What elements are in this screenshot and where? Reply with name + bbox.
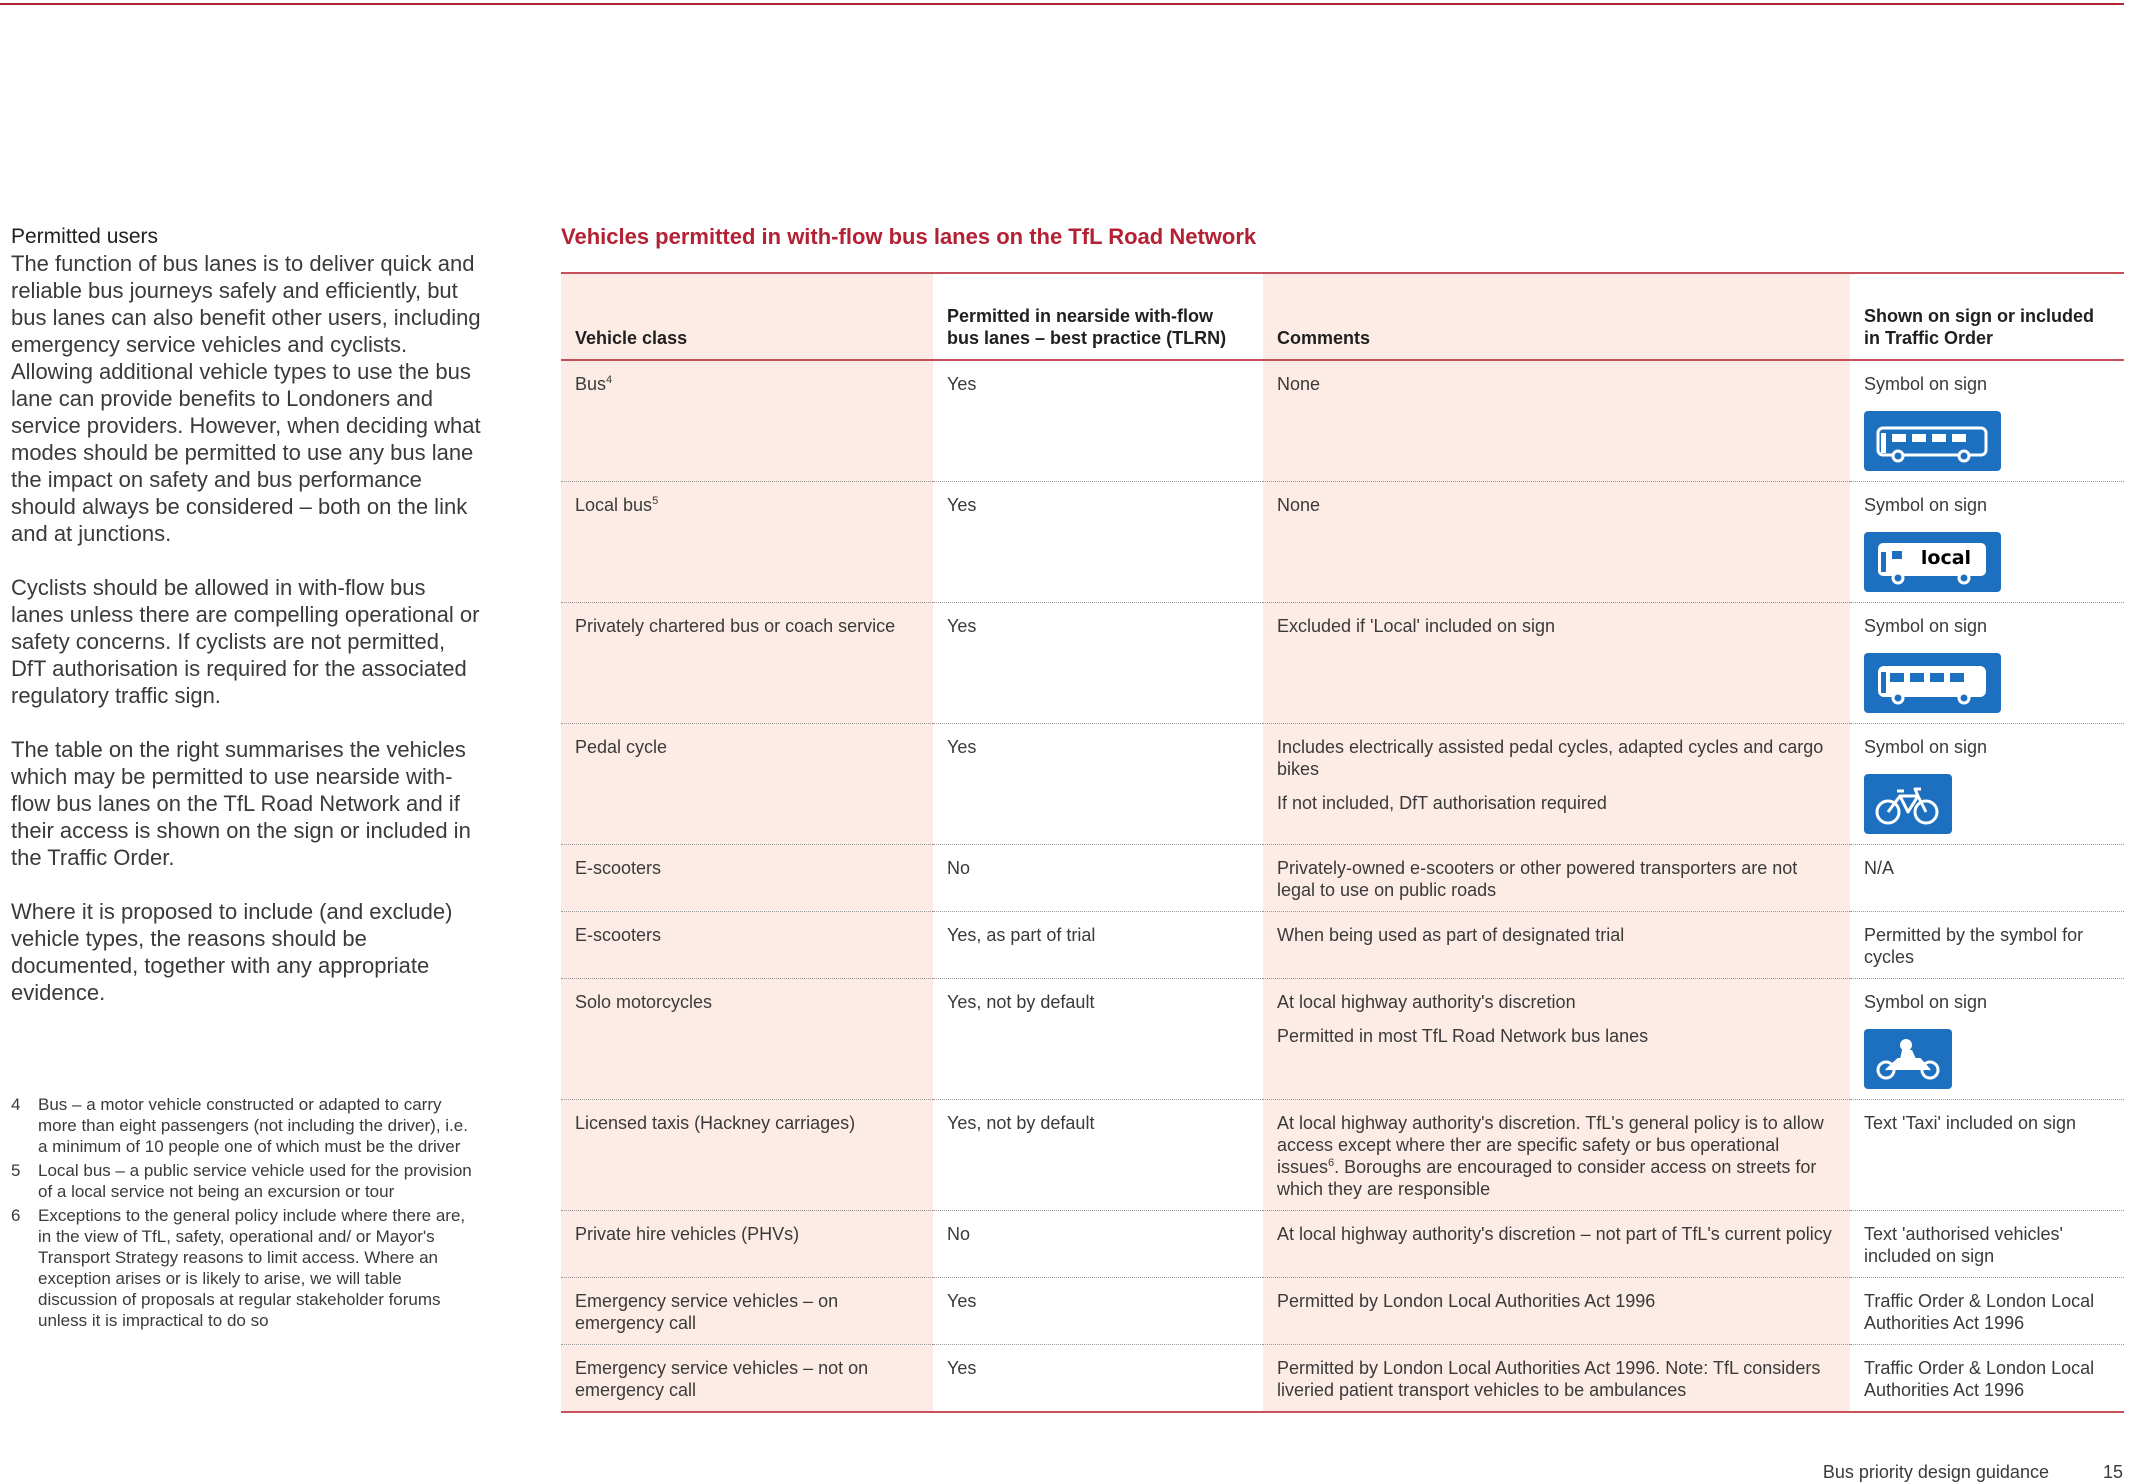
- cell-comment: Includes electrically assisted pedal cycles, adapted cycles and cargo bikes If not included, DfT authorisation required: [1263, 724, 1850, 845]
- table-row: [561, 482, 2124, 603]
- table-row: [561, 1345, 2124, 1413]
- footnote-number: 6: [11, 1206, 21, 1225]
- header-vehicle-class: Vehicle class: [561, 273, 933, 360]
- local-bus-sign-icon: [1864, 532, 2001, 592]
- vehicles-table-wrapper: [561, 272, 2124, 1413]
- table-title: Vehicles permitted in with-flow bus lanes on the TfL Road Network: [561, 224, 1257, 249]
- cell-comment: Privately-owned e-scooters or other powered transporters are not legal to use on public roads: [1263, 845, 1850, 912]
- cell-comment: At local highway authority's discretion Permitted in most TfL Road Network bus lanes: [1263, 979, 1850, 1100]
- cell-vehicle: Emergency service vehicles – not on emergency call: [561, 1345, 933, 1413]
- footnote-text: Bus – a motor vehicle constructed or adapted to carry more than eight passengers (not including the driver), i.e. a minimum of 10 people one of which must be the driver: [38, 1095, 468, 1156]
- header-permitted: Permitted in nearside with-flow bus lanes – best practice (TLRN): [947, 306, 1227, 348]
- cell-comment: Excluded if 'Local' included on sign: [1263, 603, 1850, 724]
- cell-permitted: Yes, not by default: [947, 992, 1095, 1012]
- motorcycle-sign-icon: [1864, 1029, 1952, 1089]
- cell-vehicle: Bus$^4$: [561, 360, 933, 482]
- coach-sign-icon: [1864, 653, 2001, 713]
- footnotes: [11, 1094, 481, 1334]
- paragraph-1: The function of bus lanes is to deliver quick and reliable bus journeys safely and efficiently, but bus lanes can also benefit other users, including emergency service vehicles and cyclists. Allowing additional vehicle types to use the bus lane can provide benefits to Londoners and service providers. However, when deciding what modes should be permitted to use any bus lane the impact on safety and bus performance should always be considered – both on the link and at junctions.: [11, 251, 481, 546]
- top-rule: [0, 3, 2124, 5]
- footnote-number: 4: [11, 1095, 21, 1114]
- cell-permitted: Yes: [947, 616, 977, 636]
- cell-comment: Permitted by London Local Authorities Act 1996: [1263, 1278, 1850, 1345]
- cell-shown: Symbol on sign: [1850, 724, 2124, 845]
- table-row: [561, 603, 2124, 724]
- cell-permitted: No: [947, 858, 971, 878]
- table-row: [561, 360, 2124, 482]
- cell-comment: At local highway authority's discretion. TfL's general policy is to allow access except where ther are specific safety or bus operational issues$^6$. Boroughs are encouraged to consider access on streets for which they are responsible: [1263, 1100, 1850, 1211]
- footer-title: Bus priority design guidance: [1822, 1462, 2049, 1482]
- bus-sign-icon: [1864, 411, 2001, 471]
- cell-vehicle: Pedal cycle: [561, 724, 933, 845]
- header-comments: Comments: [1263, 273, 1850, 360]
- paragraph-4: Where it is proposed to include (and exclude) vehicle types, the reasons should be documented, together with any appropriate evidence.: [11, 899, 453, 1005]
- footnote: [11, 1205, 481, 1331]
- cell-comment: None: [1263, 360, 1850, 482]
- footnote-text: Local bus – a public service vehicle used for the provision of a local service not being an excursion or tour: [38, 1161, 472, 1201]
- cell-comment: None: [1263, 482, 1850, 603]
- cell-vehicle: Privately chartered bus or coach service: [561, 603, 933, 724]
- cell-vehicle: Solo motorcycles: [561, 979, 933, 1100]
- cell-vehicle: Private hire vehicles (PHVs): [561, 1211, 933, 1278]
- cell-shown: Traffic Order & London Local Authorities Act 1996: [1864, 1358, 2095, 1400]
- cell-comment: At local highway authority's discretion – not part of TfL's current policy: [1263, 1211, 1850, 1278]
- left-column: [11, 224, 481, 1033]
- cell-shown: Symbol on sign: [1850, 603, 2124, 724]
- table-row: [561, 845, 2124, 912]
- vehicles-table: [561, 272, 2124, 1413]
- cell-shown: Text 'Taxi' included on sign: [1864, 1113, 2076, 1133]
- cell-shown: Permitted by the symbol for cycles: [1864, 925, 2084, 967]
- footnote: [11, 1094, 481, 1157]
- table-row: [561, 912, 2124, 979]
- cell-vehicle: Local bus$^5$: [561, 482, 933, 603]
- cell-comment: When being used as part of designated trial: [1263, 912, 1850, 979]
- cell-shown: Symbol on sign: [1850, 979, 2124, 1100]
- cell-permitted: No: [947, 1224, 971, 1244]
- paragraph-2: Cyclists should be allowed in with-flow bus lanes unless there are compelling operational or safety concerns. If cyclists are not permitted, DfT authorisation is required for the associated regulatory traffic sign.: [11, 575, 480, 708]
- table-row: [561, 1100, 2124, 1211]
- cell-permitted: Yes, not by default: [947, 1113, 1095, 1133]
- section-heading: Permitted users: [11, 225, 159, 248]
- page-number: 15: [2102, 1462, 2123, 1482]
- table-row: [561, 979, 2124, 1100]
- header-shown-on-sign: Shown on sign or included in Traffic Order: [1864, 306, 2094, 348]
- cell-shown: Symbol on sign local: [1850, 482, 2124, 603]
- cell-vehicle: E-scooters: [561, 845, 933, 912]
- cell-shown: N/A: [1864, 858, 1895, 878]
- cell-permitted: Yes, as part of trial: [947, 925, 1096, 945]
- cell-shown: Traffic Order & London Local Authorities Act 1996: [1864, 1291, 2095, 1333]
- table-row: [561, 1278, 2124, 1345]
- cell-comment: Permitted by London Local Authorities Act 1996. Note: TfL considers liveried patient transport vehicles to be ambulances: [1263, 1345, 1850, 1413]
- cell-shown: Text 'authorised vehicles' included on sign: [1864, 1224, 2063, 1266]
- cell-permitted: Yes: [947, 737, 977, 757]
- table-row: [561, 724, 2124, 845]
- footnote-number: 5: [11, 1161, 21, 1180]
- footnote-text: Exceptions to the general policy include where there are, in the view of TfL, safety, operational and/ or Mayor's Transport Strategy reasons to limit access. Where an exception arises or is likely to arise, we will table discussion of proposals at regular stakeholder forums unless it is impractical to do so: [38, 1206, 466, 1330]
- page-footer: [1823, 1462, 2123, 1483]
- table-row: [561, 1211, 2124, 1278]
- bicycle-sign-icon: [1864, 774, 1952, 834]
- paragraph-3: The table on the right summarises the vehicles which may be permitted to use nearside with-flow bus lanes on the TfL Road Network and if their access is shown on the sign or included in the Traffic Order.: [11, 737, 471, 870]
- svg-text:local: local: [1920, 547, 1972, 569]
- cell-vehicle: Emergency service vehicles – on emergency call: [561, 1278, 933, 1345]
- cell-vehicle: E-scooters: [561, 912, 933, 979]
- cell-permitted: Yes: [947, 1291, 977, 1311]
- footnote: [11, 1160, 481, 1202]
- cell-permitted: Yes: [947, 1358, 977, 1378]
- cell-permitted: Yes: [947, 374, 977, 394]
- cell-vehicle: Licensed taxis (Hackney carriages): [561, 1100, 933, 1211]
- cell-shown: Symbol on sign: [1850, 360, 2124, 482]
- table-header-row: [561, 273, 2124, 360]
- cell-permitted: Yes: [947, 495, 977, 515]
